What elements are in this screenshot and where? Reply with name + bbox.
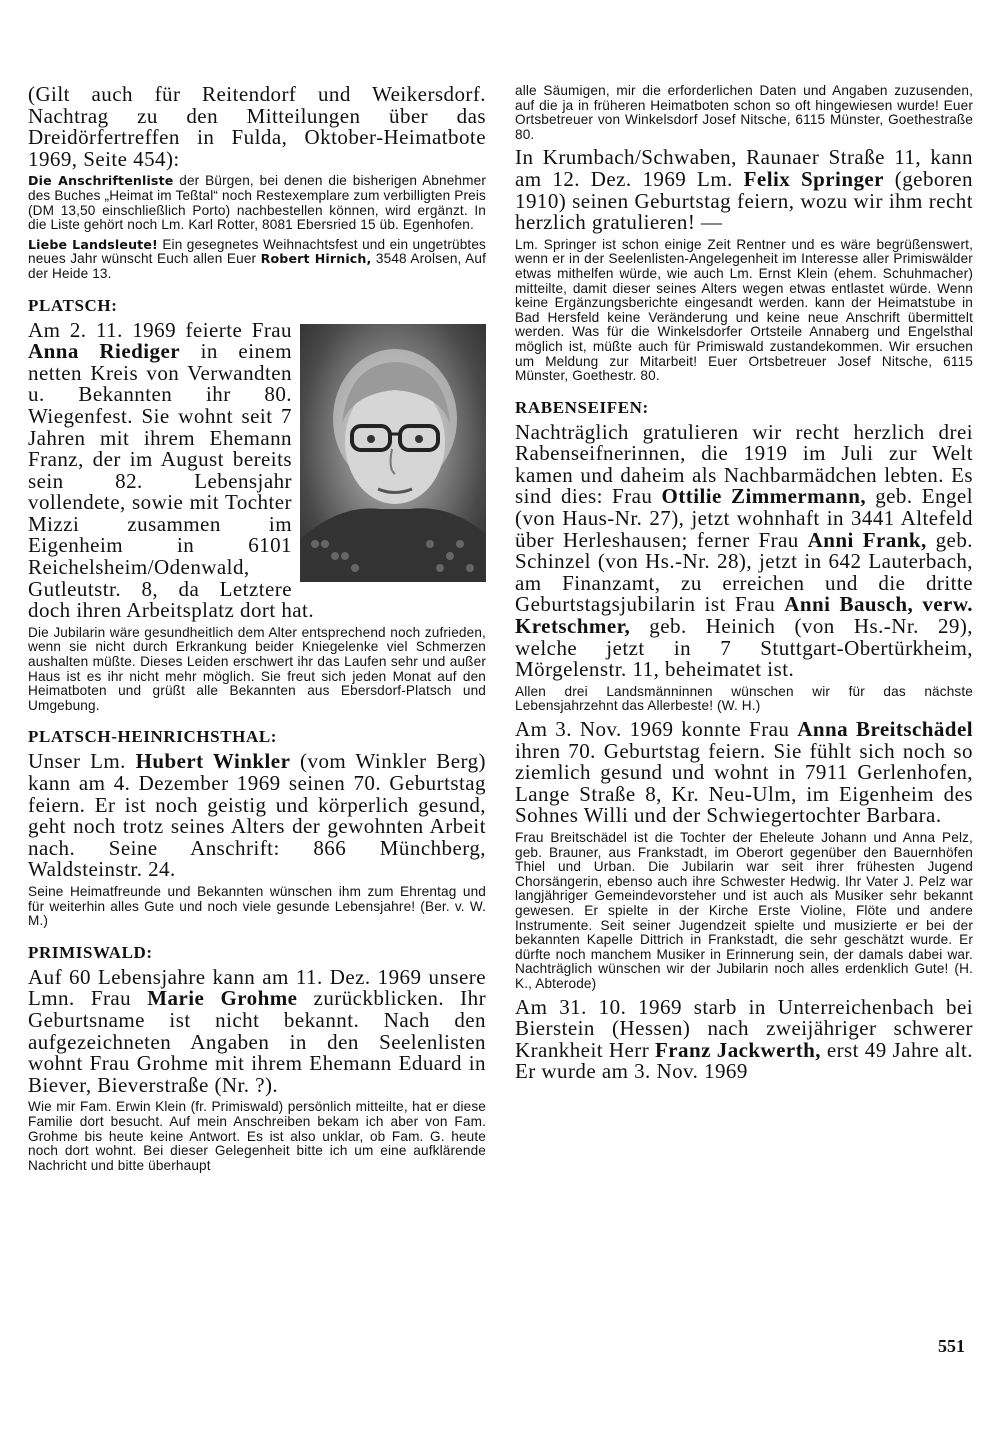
bold-name: Marie Grohme: [147, 986, 298, 1011]
text-run: geb. Schinzel (von Hs.-Nr. 28), jetzt in 642 Lauterbach, am Finanzamt, zu erreichen und die dritte Geburtstagsjubilarin ist Frau: [515, 527, 973, 617]
text-run: Die Jubilarin wäre gesundheitlich dem Alter entsprechend noch zufrieden, wenn sie nicht durch Erkrankung beider Kniegelenke viel Schmerzen aushalten müßte. Dieses Leiden erschwert ihr das Laufen sehr und außer Haus ist es ihr nicht mehr möglich. Sie freut sich jeden Monat auf den Heimatboten und grüßt alle Bekannten aus Ebersdorf-Platsch und Umgebung.: [28, 624, 486, 713]
article-note: [28, 174, 486, 232]
text-run: Auf 60 Lebensjahre kann am 11. Dez. 1969 unsere Lmn. Frau: [28, 964, 486, 1011]
text-run: alle Säumigen, mir die erforderlichen Daten und Angaben zuzusenden, auf die ja in früheren Heimatboten schon so oft hingewiesen wurde! Euer Ortsbetreuer von Winkelsdorf Josef Nitsche, 6115 Münster, Goethestraße 80.: [515, 83, 973, 142]
text-run: (Gilt auch für Reitendorf und Weikersdorf. Nachtrag zu den Mitteilungen über das Dreidörfertreffen in Fulda, Oktober-Heimatbote 1969, Seite 454):: [28, 82, 486, 171]
text-run: (geboren 1910) seinen Geburtstag feiern, wozu wir ihm recht herzlich gratulieren! —: [515, 166, 974, 235]
text-run: Ein gesegnetes Weihnachtsfest und ein ungetrübtes neues Jahr wünscht Euch allen Euer: [28, 236, 486, 267]
article-paragraph: [515, 147, 973, 233]
bold-name: Franz Jackwerth,: [655, 1037, 821, 1062]
text-run: RABENSEIFEN:: [515, 397, 649, 417]
text-run: Am 31. 10. 1969 starb in Unterreichenbach bei Bierstein (Hessen) nach zweijähriger schwerer Krankheit Herr: [515, 994, 973, 1062]
right-column: [515, 84, 973, 1087]
article-paragraph: [515, 994, 974, 1084]
bold-name: Anni Bausch, verw. Kretschmer,: [515, 592, 973, 639]
article-note: [28, 238, 486, 282]
bold-name: Anni Frank,: [807, 527, 927, 552]
page-number: 551: [938, 1336, 965, 1356]
bold-name: Anna Riediger: [28, 339, 180, 364]
article-paragraph: [515, 419, 973, 682]
article-paragraph: [28, 964, 487, 1097]
text-run: ihren 70. Geburtstag feiern. Sie fühlt sich noch so ziemlich gesund und wohnt in 7911 Gerlenhofen, Lange Straße 8, Kr. Neu-Ulm, im Eigenheim des Sohnes Willi und der Schwiegertochter Barbara.: [515, 738, 973, 828]
article-note: [515, 238, 973, 384]
article-note: [515, 685, 973, 714]
article-note: [515, 84, 973, 142]
text-run: PLATSCH:: [28, 295, 118, 315]
article-paragraph: [28, 84, 486, 170]
article-paragraph: [28, 317, 486, 623]
text-run: Seine Heimatfreunde und Bekannten wünschen ihm zum Ehrentag und für weiterhin alles Gute und noch viele gesunde Lebensjahre! (Ber. v. W. M.): [28, 883, 486, 929]
article-note: [515, 831, 973, 992]
text-run: (vom Winkler Berg) kann am 4. Dezember 1969 seinen 70. Geburtstag feiern. Er ist noch geistig und körperlich gesund, geht noch trotz seines Alters der gewohnten Arbeit nach. Seine Anschrift: 866 Münchberg, Waldsteinstr. 24.: [28, 749, 486, 882]
text-run: Unser Lm.: [28, 749, 136, 774]
section-heading: [28, 296, 486, 316]
bold-name: Die Anschriftenliste: [28, 173, 174, 189]
text-run: Am 3. Nov. 1969 konnte Frau: [515, 717, 798, 741]
section-heading: [515, 398, 973, 418]
article-paragraph: [28, 751, 486, 881]
bold-name: Hubert Winkler: [135, 749, 291, 774]
text-run: Wie mir Fam. Erwin Klein (fr. Primiswald) persönlich mitteilte, hat er diese Familie dort besucht. Auf mein Anschreiben bekam ich aber von Fam. Grohme bis heute keine Antwort. Es ist also unklar, ob Fam. G. heute noch dort wohnt. Bei dieser Gelegenheit bitte ich um eine aufklärende Nachricht und bitte überhaupt: [28, 1099, 486, 1173]
article-note: [28, 626, 486, 714]
text-run: Lm. Springer ist schon einige Zeit Rentner und es wäre begrüßenswert, wenn er in der Seelenlisten-Angelegenheit im Interesse aller Primiswälder etwas mithelfen würde, wie auch Lm. Ernst Klein (ehem. Schuhmacher) mitteilte, damit dieser seines Alters wegen etwas entlastet würde. Wenn keine Ergänzungsberichte eingesandt werden. kann der Heimatstube in Bad Hersfeld keine Veränderung und keine neue Anschrift übermittelt werden. Was für die Winkelsdorfer Ortsteile Annaberg und Engelsthal möglich ist, müßte auch für Primiswald zustandekommen. Wir ersuchen um Meldung zur Mitarbeit! Euer Ortsbetreuer Josef Nitsche, 6115 Münster, Goethestr. 80.: [515, 236, 973, 384]
bold-name: Liebe Landsleute!: [28, 236, 158, 252]
text-run: der Bürgen, bei denen die bisherigen Abnehmer des Buches „Heimat im Teßtal“ noch Restexemplare zum verbilligten Preis (DM 13,50 einschließlich Porto) nachbestellen können, wird ergänzt. In die Liste gehört noch Lm. Karl Rotter, 8081 Ebersried 15 üb. Egenhofen.: [28, 173, 487, 233]
portrait-photo: [300, 324, 486, 582]
bold-name: Robert Hirnich,: [260, 251, 372, 267]
bold-name: Felix Springer: [743, 166, 884, 191]
text-run: 3548 Arolsen, Auf der Heide 13.: [28, 251, 487, 281]
text-run: Nachträglich gratulieren wir recht herzlich drei Rabenseifnerinnen, die 1919 im Juli zur Welt kamen und daheim als Nachbarmädchen lebten. Es sind dies: Frau: [515, 419, 973, 509]
text-run: geb. Heinich (von Hs.-Nr. 29), welche jetzt in 7 Stuttgart-Obertürkheim, Mörgelenstr. 11, beheimatet ist.: [515, 614, 973, 682]
section-heading: [28, 727, 486, 747]
text-run: PRIMISWALD:: [28, 942, 153, 962]
text-run: PLATSCH-HEINRICHSTHAL:: [28, 727, 278, 747]
bold-name: Anna Breitschädel: [797, 717, 973, 741]
text-run: Allen drei Landsmänninnen wünschen wir für das nächste Lebensjahrzehnt das Allerbeste! (W. H.): [515, 683, 973, 714]
text-run: In Krumbach/Schwaben, Raunaer Straße 11, kann am 12. Dez. 1969 Lm.: [515, 145, 973, 191]
article-paragraph: [515, 719, 973, 827]
text-run: geb. Engel (von Haus-Nr. 27), jetzt wohnhaft in 3441 Altefeld über Herleshausen; ferner Frau: [515, 484, 973, 552]
text-run: Am 2. 11. 1969 feierte Frau: [28, 317, 292, 342]
article-note: [28, 885, 486, 929]
left-column: [28, 84, 486, 1178]
section-heading: [28, 943, 486, 963]
text-run: in einem netten Kreis von Verwandten u. Bekannten ihr 80. Wiegenfest. Sie wohnt seit 7 Jahren mit ihrem Ehemann Franz, der im August bereits sein 82. Lebensjahr vollendete, sowie mit Tochter Mizzi zusammen im Eigenheim in 6101 Reichelsheim/Odenwald, Gutleutstr. 8, da Letztere doch ihren Arbeitsplatz dort hat.: [28, 339, 315, 623]
bold-name: Ottilie Zimmermann,: [661, 484, 867, 509]
article-note: [28, 1100, 486, 1173]
text-run: zurückblicken. Ihr Geburtsname ist nicht bekannt. Nach den aufgezeichneten Angaben in den Seelenlisten wohnt Frau Grohme mit ihrem Ehemann Eduard in Biever, Bieverstraße (Nr. ?).: [28, 986, 487, 1097]
text-run: erst 49 Jahre alt. Er wurde am 3. Nov. 1969: [515, 1037, 974, 1084]
text-run: Frau Breitschädel ist die Tochter der Eheleute Johann und Anna Pelz, geb. Brauner, aus Frankstadt, im Oberort gegenüber den Bauernhöfen Thiel und Urban. Die Jubilarin war seit ihrer frühesten Jugend Chorsängerin, ebenso auch ihre Schwester Hedwig. Ihr Vater J. Pelz war langjähriger Gemeindevorsteher und ist auch als Musiker sehr bekannt gewesen. Er spielte in der Kirche Erste Violine, Flöte und andere Instrumente. Seit seiner Jugendzeit spielte und musizierte er bei der bekannten Kapelle Dittrich in Frankstadt, die sehr geschätzt wurde. Er dürfte noch manchem Musiker in Erinnerung sein, der damals dabei war. Nachträglich wünschen wir der Jubilarin noch alles erdenklich Gute! (H. K., Abterode): [515, 829, 973, 991]
